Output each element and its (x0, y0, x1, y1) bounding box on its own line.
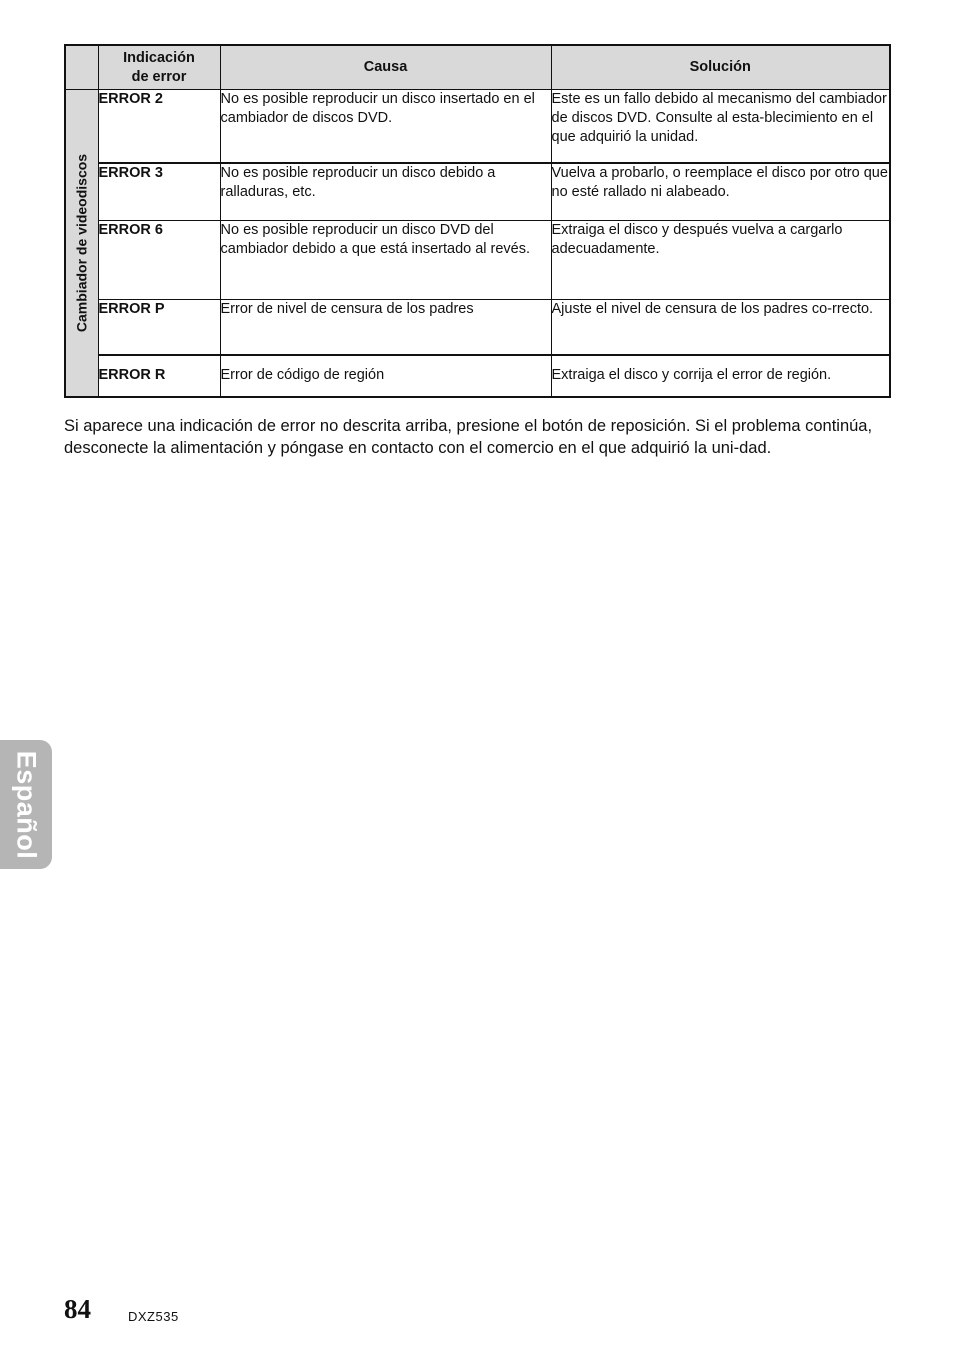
error-cause: No es posible reproducir un disco insertado en el cambiador de discos DVD. (220, 90, 551, 163)
table-header-row (65, 45, 890, 90)
error-solution: Extraiga el disco y corrija el error de región. (551, 355, 890, 397)
error-solution: Este es un fallo debido al mecanismo del cambiador de discos DVD. Consulte al esta-blecimiento en el que adquirió la unidad. (551, 90, 890, 163)
error-cause: No es posible reproducir un disco debido a ralladuras, etc. (220, 163, 551, 221)
error-cause: Error de nivel de censura de los padres (220, 300, 551, 355)
header-corner (65, 45, 98, 90)
table-row (65, 355, 890, 397)
side-category-cell (65, 90, 98, 397)
error-code: ERROR R (98, 355, 220, 397)
error-code: ERROR 2 (98, 90, 220, 163)
side-category-label: Cambiador de videodiscos (73, 153, 90, 332)
header-indicacion-line2: de error (131, 68, 187, 85)
model-name: DXZ535 (128, 1309, 179, 1324)
error-solution: Ajuste el nivel de censura de los padres co-rrecto. (551, 300, 890, 355)
header-solucion: Solución (551, 45, 890, 90)
error-code: ERROR 6 (98, 221, 220, 300)
table-row (65, 163, 890, 221)
error-solution: Extraiga el disco y después vuelva a cargarlo adecuadamente. (551, 221, 890, 300)
error-code: ERROR P (98, 300, 220, 355)
error-cause: No es posible reproducir un disco DVD del cambiador debido a que está insertado al revés. (220, 221, 551, 300)
error-code: ERROR 3 (98, 163, 220, 221)
table-row (65, 90, 890, 163)
language-tab-label: Español (11, 750, 42, 859)
help-note: Si aparece una indicación de error no descrita arriba, presione el botón de reposición. Si el problema continúa, desconecte la alimentación y póngase en contacto con el comercio en el que adquirió la uni-dad. (64, 417, 873, 457)
table-row (65, 221, 890, 300)
error-table (64, 44, 891, 398)
page-number: 84 (64, 1294, 91, 1324)
header-indicacion-line1: Indicación (123, 49, 195, 66)
header-causa: Causa (220, 45, 551, 90)
table-row (65, 300, 890, 355)
error-cause: Error de código de región (220, 355, 551, 397)
header-indicacion (98, 45, 220, 90)
error-solution: Vuelva a probarlo, o reemplace el disco por otro que no esté rallado ni alabeado. (551, 163, 890, 221)
language-tab (0, 740, 52, 869)
